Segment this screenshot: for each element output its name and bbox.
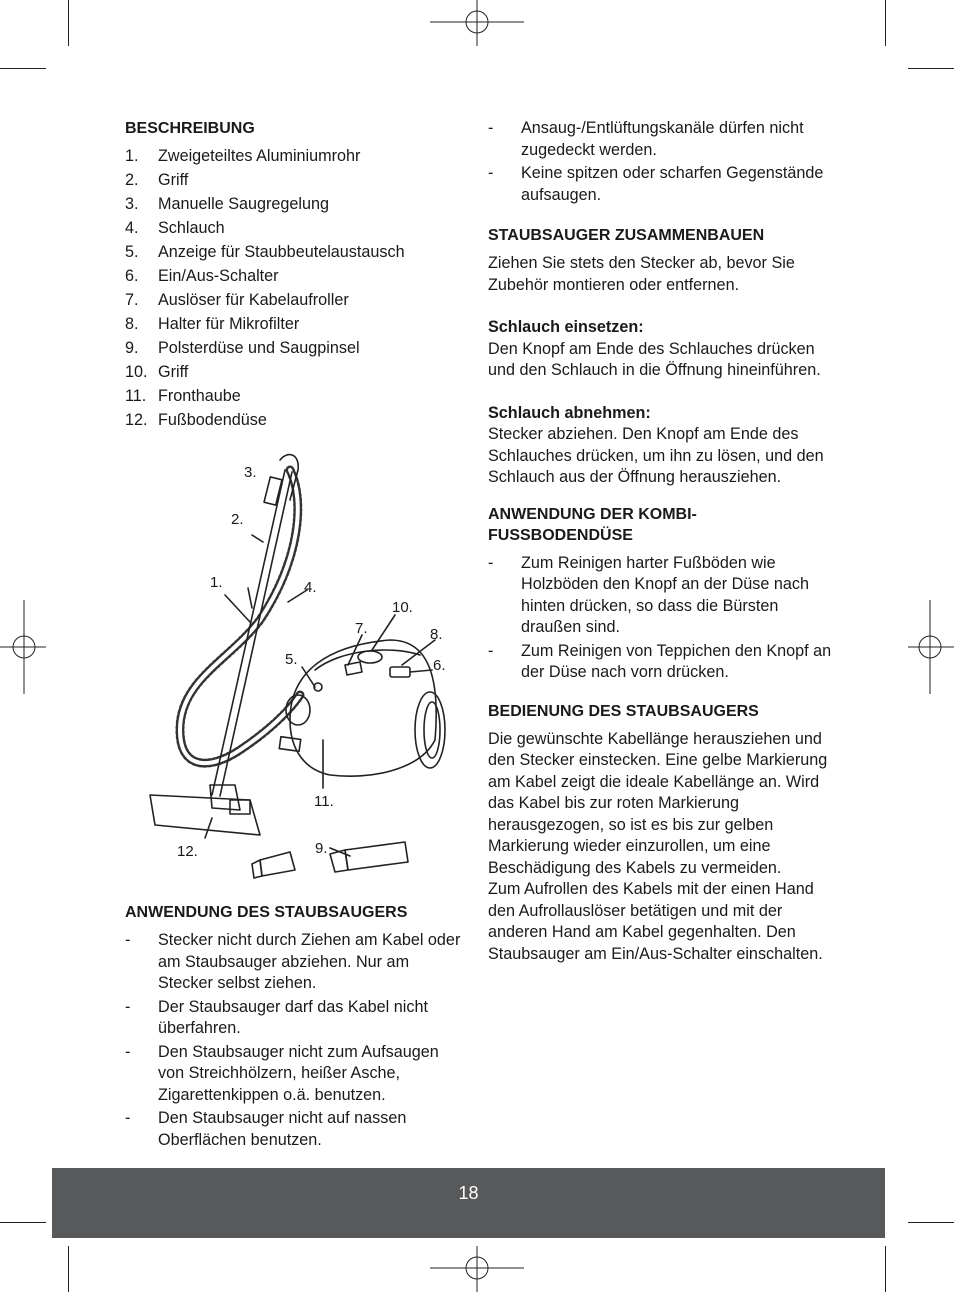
list-item: 3. Manuelle Saugregelung: [125, 195, 329, 213]
footer-bar: [52, 1168, 885, 1238]
list-item: 9. Polsterdüse und Saugpinsel: [125, 339, 360, 357]
registration-mark: [908, 600, 954, 694]
nozzle-list: [488, 553, 833, 684]
operation-text: Zum Aufrollen des Kabels mit der einen Hand den Aufrollauslöser betätigen und mit der anderen Hand am Kabel gegenhalten. Den Staubsauger am Ein/Aus-Schalter einschalten.: [488, 880, 823, 963]
registration-mark: [0, 600, 46, 694]
registration-mark: [430, 1246, 524, 1292]
left-column-lower: [125, 902, 465, 1153]
list-item: 1. Zweigeteiltes Aluminiumrohr: [125, 147, 361, 165]
callout-label: 6.: [433, 657, 446, 674]
callout-label: 3.: [244, 464, 257, 481]
page-number: 18: [458, 1183, 479, 1203]
list-item: - Keine spitzen oder scharfen Gegenstände aufsaugen.: [488, 164, 824, 204]
list-item: 10. Griff: [125, 363, 189, 381]
heading-assembly: STAUBSAUGER ZUSAMMENBAUEN: [488, 227, 765, 244]
hose-insert-title: Schlauch einsetzen:: [488, 318, 644, 336]
operation-text: Die gewünschte Kabellänge herausziehen und den Stecker einstecken. Eine gelbe Markierung am Kabel zeigt die ideale Kabellänge an. Wird das Kabel bis zur roten Markierung herausgezogen, so ist es bis zur gelben Markierung wieder einzurollen, um eine Beschädigung des Kabels zu vermeiden.: [488, 729, 828, 877]
crop-mark: [908, 1222, 954, 1223]
callout-label: 12.: [177, 843, 198, 860]
list-item: 6. Ein/Aus-Schalter: [125, 267, 279, 285]
registration-mark: [430, 0, 524, 46]
heading-usage: ANWENDUNG DES STAUBSAUGERS: [125, 904, 408, 921]
list-item: - Zum Reinigen von Teppichen den Knopf an der Düse nach vorn drücken.: [488, 641, 832, 681]
callout-label: 7.: [355, 620, 368, 637]
heading-operation: BEDIENUNG DES STAUBSAUGERS: [488, 702, 759, 720]
vacuum-cleaner-illustration: [140, 440, 460, 890]
crop-mark: [68, 0, 69, 46]
list-item: 4. Schlauch: [125, 219, 225, 237]
crop-mark: [0, 68, 46, 69]
callout-label: 9.: [315, 840, 328, 857]
left-column: [125, 118, 465, 434]
callout-label: 2.: [231, 511, 244, 528]
callout-label: 10.: [392, 599, 413, 616]
list-item: - Zum Reinigen harter Fußböden wie Holzböden den Knopf an der Düse nach hinten drücken, so dass die Bürsten draußen sind.: [488, 553, 809, 636]
heading-description: BESCHREIBUNG: [125, 120, 255, 137]
parts-list: [125, 146, 465, 432]
usage-list: [125, 930, 465, 1151]
crop-mark: [68, 1246, 69, 1292]
hose-insert-text: Den Knopf am Ende des Schlauches drücken und den Schlauch in die Öffnung hineinführen.: [488, 339, 821, 379]
list-item: - Den Staubsauger nicht auf nassen Oberflächen benutzen.: [125, 1109, 407, 1149]
list-item: - Den Staubsauger nicht zum Aufsaugen von Streichhölzern, heißer Asche, Zigarettenkippen o.ä. benutzen.: [125, 1042, 439, 1104]
crop-mark: [885, 0, 886, 46]
callout-label: 1.: [210, 574, 223, 591]
list-item: 7. Auslöser für Kabelaufroller: [125, 291, 349, 309]
heading-nozzle: ANWENDUNG DER KOMBI-FUSSBODENDÜSE: [488, 505, 697, 544]
list-item: 5. Anzeige für Staubbeutelaustausch: [125, 243, 405, 261]
callout-label: 4.: [304, 579, 317, 596]
list-item: 12. Fußbodendüse: [125, 411, 267, 429]
callout-label: 11.: [314, 793, 334, 810]
crop-mark: [885, 1246, 886, 1292]
callout-label: 8.: [430, 626, 443, 643]
list-item: - Ansaug-/Entlüftungskanäle dürfen nicht zugedeckt werden.: [488, 119, 804, 159]
right-column: [488, 118, 833, 965]
hose-remove-title: Schlauch abnehmen:: [488, 403, 651, 422]
crop-mark: [0, 1222, 46, 1223]
hose-remove-text: Stecker abziehen. Den Knopf am Ende des Schlauches drücken, um ihn zu lösen, und den Schlauch aus der Öffnung herausziehen.: [488, 425, 824, 486]
callout-label: 5.: [285, 651, 298, 668]
list-item: 2. Griff: [125, 171, 189, 189]
list-item: 11. Fronthaube: [125, 387, 241, 405]
crop-mark: [908, 68, 954, 69]
assembly-intro: Ziehen Sie stets den Stecker ab, bevor Sie Zubehör montieren oder entfernen.: [488, 254, 795, 294]
list-item: - Stecker nicht durch Ziehen am Kabel oder am Staubsauger abziehen. Nur am Stecker selbst ziehen.: [125, 931, 461, 992]
usage-list-continued: [488, 118, 833, 206]
list-item: - Der Staubsauger darf das Kabel nicht überfahren.: [125, 997, 428, 1037]
vacuum-cleaner-drawing: [140, 440, 460, 890]
list-item: 8. Halter für Mikrofilter: [125, 315, 300, 333]
